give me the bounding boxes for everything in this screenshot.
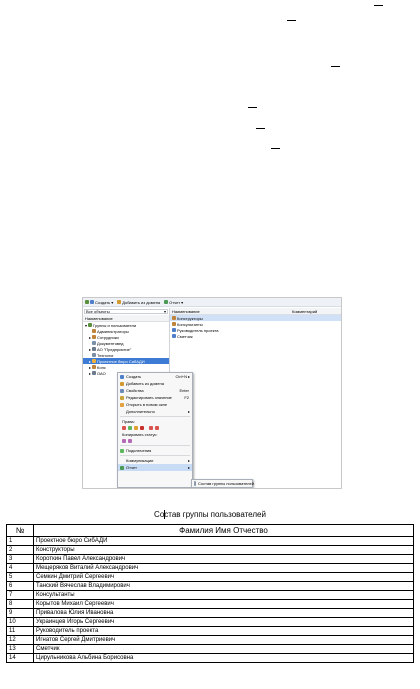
row-number: 11 xyxy=(7,627,34,636)
list-item-label: Сметчик xyxy=(177,333,193,339)
domain-icon xyxy=(120,382,124,386)
menu-shortcut: Enter xyxy=(179,388,189,393)
table-row xyxy=(7,591,414,600)
row-number: 4 xyxy=(7,564,34,573)
chevron-right-icon: ▸ xyxy=(187,374,190,379)
row-name: Короткин Павел Александрович xyxy=(34,555,414,564)
row-name: Привалова Юлия Ивановна xyxy=(34,609,414,618)
group-icon xyxy=(172,322,176,326)
table-row xyxy=(7,636,414,645)
menu-item-label: Открыть в новом окне xyxy=(126,402,168,407)
report-title: Состав группы пользователей xyxy=(154,510,266,519)
table-row xyxy=(7,582,414,591)
toolbar xyxy=(83,298,341,307)
row-number: 10 xyxy=(7,618,34,627)
app-screenshot xyxy=(82,297,342,489)
column-name-header[interactable]: Наименование xyxy=(172,308,200,314)
report-button[interactable] xyxy=(164,300,183,305)
add-domain-label: Добавить из домена xyxy=(122,299,161,305)
copy-status-icon-row xyxy=(118,437,192,444)
row-name: Сметчик xyxy=(34,645,414,654)
add-icon[interactable] xyxy=(128,426,132,430)
row-name: Семкин Дмитрий Сергеевич xyxy=(34,573,414,582)
menu-section-copy-status: Копировать статус: xyxy=(122,431,158,437)
menu-item-properties[interactable] xyxy=(118,387,192,394)
menu-item-connections[interactable] xyxy=(118,447,192,454)
user-icon xyxy=(92,353,96,357)
table-row xyxy=(7,627,414,636)
menu-item-label: Подключения xyxy=(126,448,152,453)
row-number: 7 xyxy=(7,591,34,600)
status-icon[interactable] xyxy=(122,439,126,443)
menu-item-label: Дополнительно xyxy=(126,409,155,414)
menu-shortcut: F2 xyxy=(184,395,189,400)
menu-separator xyxy=(120,445,190,446)
list-header xyxy=(170,308,341,315)
expand-icon[interactable]: ▸ xyxy=(89,364,92,370)
table-row xyxy=(7,618,414,627)
tree-item-label: Группы и пользователи xyxy=(93,322,137,328)
submenu-item-label: Состав группы пользователей xyxy=(198,481,254,486)
tree-column-header[interactable]: Наименование xyxy=(83,315,169,322)
menu-item-label: Добавить из домена xyxy=(126,381,164,386)
column-header: № xyxy=(7,525,34,537)
user-icon xyxy=(92,341,96,345)
group-icon xyxy=(92,335,96,339)
group-icon xyxy=(92,359,96,363)
row-name: Консультанты xyxy=(34,591,414,600)
filter-select[interactable] xyxy=(84,309,168,314)
new-icon xyxy=(90,300,94,304)
status-icon[interactable] xyxy=(128,439,132,443)
chevron-right-icon: ▸ xyxy=(187,458,190,463)
group-icon xyxy=(172,316,176,320)
list-pane xyxy=(170,308,341,488)
group-members-table xyxy=(6,524,414,663)
list-item-label: Руководитель проекта xyxy=(177,327,219,333)
group-icon xyxy=(92,329,96,333)
menu-item-communications[interactable] xyxy=(118,457,192,464)
expand-icon[interactable]: ▸ xyxy=(89,346,92,352)
menu-separator xyxy=(120,416,190,417)
user-add-icon[interactable] xyxy=(149,426,153,430)
row-number: 8 xyxy=(7,600,34,609)
domain-icon xyxy=(117,300,121,304)
list-item-label: Конструкторы xyxy=(177,315,203,321)
user-remove-icon[interactable] xyxy=(155,426,159,430)
menu-item-label: Редактировать значение xyxy=(126,395,172,400)
row-number: 2 xyxy=(7,546,34,555)
row-number: 12 xyxy=(7,636,34,645)
table-row xyxy=(7,609,414,618)
table-row xyxy=(7,537,414,546)
tree-item-label: Технолог xyxy=(97,352,114,358)
rights-icon-row xyxy=(118,424,192,431)
line-mark xyxy=(374,5,383,6)
row-name: Танский Вячеслав Владимирович xyxy=(34,582,414,591)
report-label: Отчет xyxy=(169,299,181,305)
pencil-icon xyxy=(120,396,124,400)
new-icon xyxy=(120,375,124,379)
table-header-row xyxy=(7,525,414,537)
window-icon xyxy=(120,403,124,407)
row-name: Мещеряков Виталий Александрович xyxy=(34,564,414,573)
row-name: Конструкторы xyxy=(34,546,414,555)
table-row xyxy=(7,573,414,582)
menu-item-report[interactable] xyxy=(118,464,192,471)
table-row xyxy=(7,645,414,654)
filter-value: Все объекты xyxy=(86,309,110,314)
table-row xyxy=(7,564,414,573)
chevron-right-icon: ▸ xyxy=(187,409,190,414)
document-icon xyxy=(194,481,196,486)
line-mark xyxy=(271,148,280,149)
context-menu xyxy=(117,372,193,488)
group-icon xyxy=(172,328,176,332)
report-icon xyxy=(164,300,168,304)
tree-item-label: Документовед xyxy=(97,340,124,346)
row-number: 14 xyxy=(7,654,34,663)
menu-item-more[interactable] xyxy=(118,408,192,415)
chevron-down-icon: ▾ xyxy=(181,299,184,305)
menu-shortcut: Ctrl+N xyxy=(175,374,187,379)
group-icon xyxy=(88,323,92,327)
column-comment-header[interactable]: Комментарий xyxy=(292,308,318,314)
table-row xyxy=(7,600,414,609)
table-row xyxy=(7,555,414,564)
table-row xyxy=(7,654,414,663)
tree-item-label: АО "Предприятие" xyxy=(97,346,132,352)
chevron-down-icon: ▾ xyxy=(111,299,114,305)
group-icon xyxy=(92,365,96,369)
connection-icon xyxy=(120,449,124,453)
expand-icon[interactable]: ▸ xyxy=(89,334,92,340)
tree-item-label: Проектное бюро СибАДИ xyxy=(97,358,145,364)
menu-separator xyxy=(120,455,190,456)
org-icon xyxy=(92,371,96,375)
tree-item-label: Сотрудники xyxy=(97,334,119,340)
column-header: Фамилия Имя Отчество xyxy=(34,525,414,537)
chevron-down-icon: ▾ xyxy=(163,309,166,314)
row-name: Украинцев Игорь Сергеевич xyxy=(34,618,414,627)
row-number: 1 xyxy=(7,537,34,546)
report-icon xyxy=(120,466,124,470)
line-mark xyxy=(331,66,340,67)
list-item-label: Консультанты xyxy=(177,321,203,327)
tree-item-label: Конс xyxy=(97,364,106,370)
row-name: Руководитель проекта xyxy=(34,627,414,636)
lock-icon[interactable] xyxy=(134,426,138,430)
properties-icon xyxy=(120,389,124,393)
row-number: 3 xyxy=(7,555,34,564)
users-icon xyxy=(85,300,89,304)
create-button[interactable] xyxy=(85,300,113,305)
row-name: Корытов Михаил Сергеевич xyxy=(34,600,414,609)
menu-item-label: Свойства xyxy=(126,388,144,393)
create-label: Создать xyxy=(95,299,111,305)
add-from-domain-button[interactable] xyxy=(117,300,160,305)
row-name: Проектное бюро СибАДИ xyxy=(34,537,414,546)
menu-item-create[interactable] xyxy=(118,373,192,380)
list-item[interactable] xyxy=(170,333,341,339)
line-mark xyxy=(256,128,265,129)
menu-item-open-new-window[interactable] xyxy=(118,401,192,408)
row-number: 5 xyxy=(7,573,34,582)
menu-item-add-from-domain[interactable] xyxy=(118,380,192,387)
group-icon xyxy=(172,334,176,338)
expand-icon[interactable]: ▸ xyxy=(89,358,92,364)
menu-item-edit-value[interactable] xyxy=(118,394,192,401)
expand-icon[interactable]: ▸ xyxy=(89,370,92,376)
menu-section-rights: Права: xyxy=(122,418,135,424)
line-mark xyxy=(287,20,296,21)
row-number: 9 xyxy=(7,609,34,618)
deny-icon[interactable] xyxy=(140,426,144,430)
report-submenu-item[interactable] xyxy=(191,479,253,488)
org-icon xyxy=(92,347,96,351)
chevron-right-icon: ▸ xyxy=(187,465,190,470)
table-row xyxy=(7,546,414,555)
row-number: 6 xyxy=(7,582,34,591)
expand-icon[interactable]: ▾ xyxy=(85,322,88,328)
menu-item-label: Создать xyxy=(126,374,142,379)
grant-icon[interactable] xyxy=(122,426,126,430)
tree-item-label: Администраторы xyxy=(97,328,129,334)
menu-item-label: Коммуникации xyxy=(126,458,154,463)
tree-item-label: ОАО xyxy=(97,370,106,376)
row-number: 13 xyxy=(7,645,34,654)
line-mark xyxy=(248,107,257,108)
row-name: Игнатов Сергей Дмитриевич xyxy=(34,636,414,645)
row-name: Цирульникова Альбина Борисовна xyxy=(34,654,414,663)
menu-item-label: Отчет xyxy=(126,465,137,470)
